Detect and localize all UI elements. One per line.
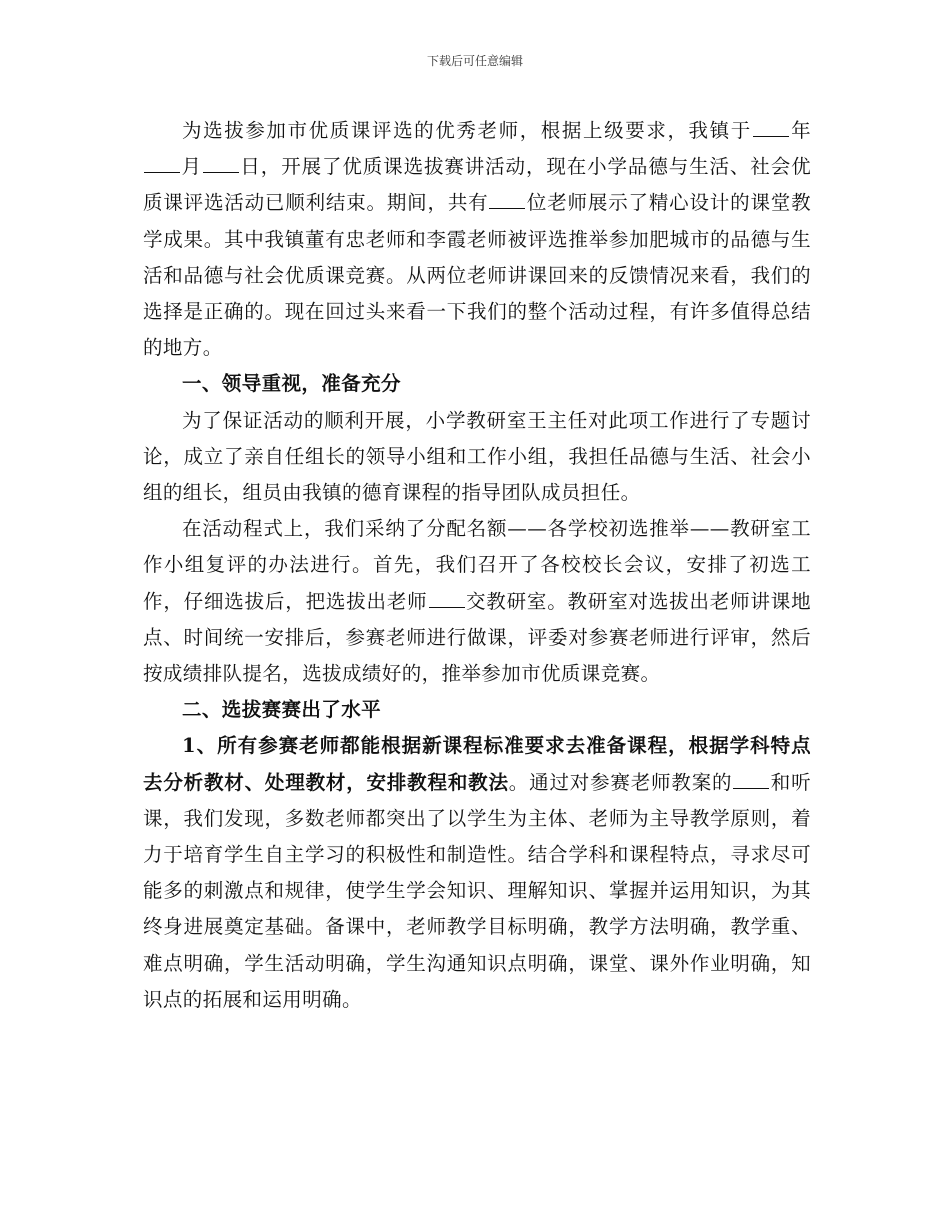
paragraph-procedure — [143, 511, 811, 692]
section-heading-1: 一、领导重视，准备充分 — [182, 372, 401, 396]
paragraph-results — [143, 728, 811, 1018]
bold-lead-sentence: 1、所有参赛老师都能根据新课程标准要求去准备课程，根据学科特点去分析教材、处理教材，安排教程和教法 — [143, 734, 811, 794]
blank-line — [753, 116, 789, 137]
text-run: 年 — [789, 119, 811, 142]
blank-line — [203, 152, 239, 173]
text-run: 月 — [181, 155, 202, 179]
document-body — [143, 113, 811, 1018]
blank-line — [489, 188, 525, 209]
blank-line — [733, 767, 769, 788]
paragraph-intro — [143, 113, 811, 366]
text-run: 为选拔参加市优质课评选的优秀老师，根据上级要求，我镇于 — [182, 119, 752, 142]
text-run: 和听课，我们发现，多数老师都突出了以学生为主体、老师为主导教学原则，着力于培育学生自主学习的积极性和制造性。结合学科和课程特点，寻求尽可能多的刺激点和规律，使学生学会知识、理解知识、掌握并运用知识，为其终身进展奠定基础。备课中，老师教学目标明确，教学方法明确，教学重、难点明确，学生活动明确，学生沟通知识点明确，课堂、课外作业明确，知识点的拓展和运用明确。 — [143, 770, 811, 1011]
text-run: 交教研室。教研室对选拔出老师讲课地点、时间统一安排后，参赛老师进行做课，评委对参赛老师进行评审，然后按成绩排队提名，选拔成绩好的，推举参加市优质课竞赛。 — [143, 589, 811, 686]
page-header: 下载后可任意编辑 — [426, 54, 523, 68]
text-run: 位老师展示了精心设计的课堂教学成果。其中我镇董有忠老师和李霞老师被评选推举参加肥城市的品德与生活和品德与社会优质课竞赛。从两位老师讲课回来的反馈情况来看，我们的选择是正确的。现在回过头来看一下我们的整个活动过程，有许多值得总结的地方。 — [143, 191, 811, 360]
blank-line — [144, 152, 180, 173]
blank-line — [429, 586, 465, 607]
text-run: 。通过对参赛老师教案的 — [508, 770, 733, 794]
text-run: 日，开展了优质课选拔赛讲活动，现在小学品德与生活、社会优质课评选活动已顺利结束。期间，共有 — [143, 155, 812, 215]
section-heading-2: 二、选拔赛赛出了水平 — [182, 698, 382, 722]
paragraph-leadership: 为了保证活动的顺利开展，小学教研室王主任对此项工作进行了专题讨论，成立了亲自任组长的领导小组和工作小组，我担任品德与生活、社会小组的组长，组员由我镇的德育课程的指导团队成员担任。 — [143, 408, 811, 505]
text-run: 在活动程式上，我们采纳了分配名额——各学校初选推举——教研室工作小组复评的办法进行。首先，我们召开了各校校长会议，安排了初选工作，仔细选拔后，把选拔出老师 — [143, 517, 811, 613]
